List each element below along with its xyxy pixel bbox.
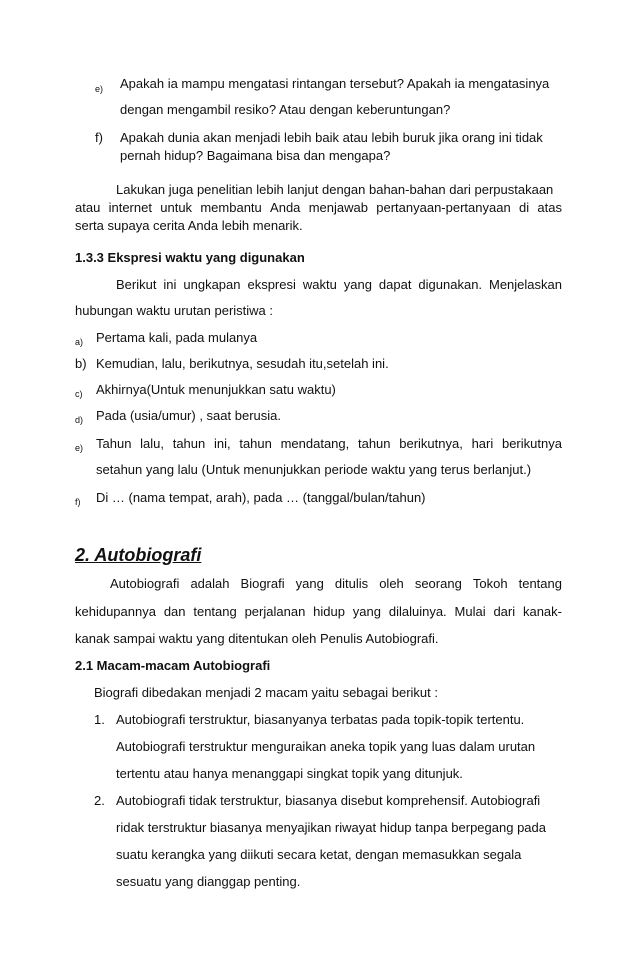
list-item: Tahun lalu, tahun ini, tahun mendatang, tahun berikutnya, hari berikutnya xyxy=(96,436,562,451)
list-marker: e) xyxy=(95,84,104,94)
list-marker: a) xyxy=(75,337,84,347)
section-heading-1-3-3: 1.3.3 Ekspresi waktu yang digunakan xyxy=(75,250,305,265)
list-marker: d) xyxy=(75,415,84,425)
list-item-continuation: Autobiografi terstruktur menguraikan aneka topik yang luas dalam urutan xyxy=(116,739,536,754)
autobiografi-line2: kehidupannya dan tentang perjalanan hidup yang dilaluinya. Mulai dari kanak- xyxy=(75,604,562,619)
list-item-continuation: ridak terstruktur biasanya menyajikan riwayat hidup tanpa berpegang pada xyxy=(116,820,546,835)
autobiografi-line1: Autobiografi adalah Biografi yang ditulis oleh seorang Tokoh tentang xyxy=(110,576,562,591)
list-marker: f) xyxy=(95,130,103,145)
list-item-continuation: setahun yang lalu (Untuk menunjukkan periode waktu yang terus berlanjut.) xyxy=(96,462,532,477)
research-line3: serta supaya cerita Anda lebih menarik. xyxy=(75,218,303,233)
question-e-line2: dengan mengambil resiko? Atau dengan keberuntungan? xyxy=(120,102,451,117)
list-item-continuation: suatu kerangka yang diikuti secara ketat, dengan memasukkan segala xyxy=(116,847,522,862)
research-line1: Lakukan juga penelitian lebih lanjut dengan bahan-bahan dari perpustakaan xyxy=(116,182,554,197)
list-marker: e) xyxy=(75,443,84,453)
intro-line1: Berikut ini ungkapan ekspresi waktu yang dapat digunakan. Menjelaskan xyxy=(116,277,562,292)
question-e-line1: Apakah ia mampu mengatasi rintangan tersebut? Apakah ia mengatasinya xyxy=(120,76,550,91)
list-marker: b) xyxy=(75,356,87,371)
question-f-line1: Apakah dunia akan menjadi lebih baik atau lebih buruk jika orang ini tidak xyxy=(120,130,543,145)
list-item: Autobiografi terstruktur, biasanyanya terbatas pada topik-topik tertentu. xyxy=(116,712,525,727)
section-heading-2: 2. Autobiografi xyxy=(75,545,202,565)
list-item-continuation: sesuatu yang dianggap penting. xyxy=(116,874,301,889)
list-marker: 1. xyxy=(94,712,105,727)
list-item-continuation: tertentu atau hanya menanggapi singkat topik yang ditunjuk. xyxy=(116,766,463,781)
list-item: Di … (nama tempat, arah), pada … (tanggal/bulan/tahun) xyxy=(96,490,426,505)
list-marker: f) xyxy=(75,497,81,507)
intro-line2: hubungan waktu urutan peristiwa : xyxy=(75,303,274,318)
list-item: Pertama kali, pada mulanya xyxy=(96,330,258,345)
list-item: Kemudian, lalu, berikutnya, sesudah itu,setelah ini. xyxy=(96,356,389,371)
autobiografi-line3: kanak sampai waktu yang ditentukan oleh Penulis Autobiografi. xyxy=(75,631,439,646)
list-marker: 2. xyxy=(94,793,105,808)
list-item: Autobiografi tidak terstruktur, biasanya disebut komprehensif. Autobiografi xyxy=(116,793,541,808)
section-2-1-intro: Biografi dibedakan menjadi 2 macam yaitu sebagai berikut : xyxy=(94,685,438,700)
list-marker: c) xyxy=(75,389,83,399)
section-heading-2-1: 2.1 Macam-macam Autobiografi xyxy=(75,658,271,673)
list-item: Akhirnya(Untuk menunjukkan satu waktu) xyxy=(96,382,336,397)
research-line2: atau internet untuk membantu Anda menjawab pertanyaan-pertanyaan di atas xyxy=(75,200,562,215)
list-item: Pada (usia/umur) , saat berusia. xyxy=(96,408,281,423)
question-f-line2: pernah hidup? Bagaimana bisa dan mengapa? xyxy=(120,148,391,163)
